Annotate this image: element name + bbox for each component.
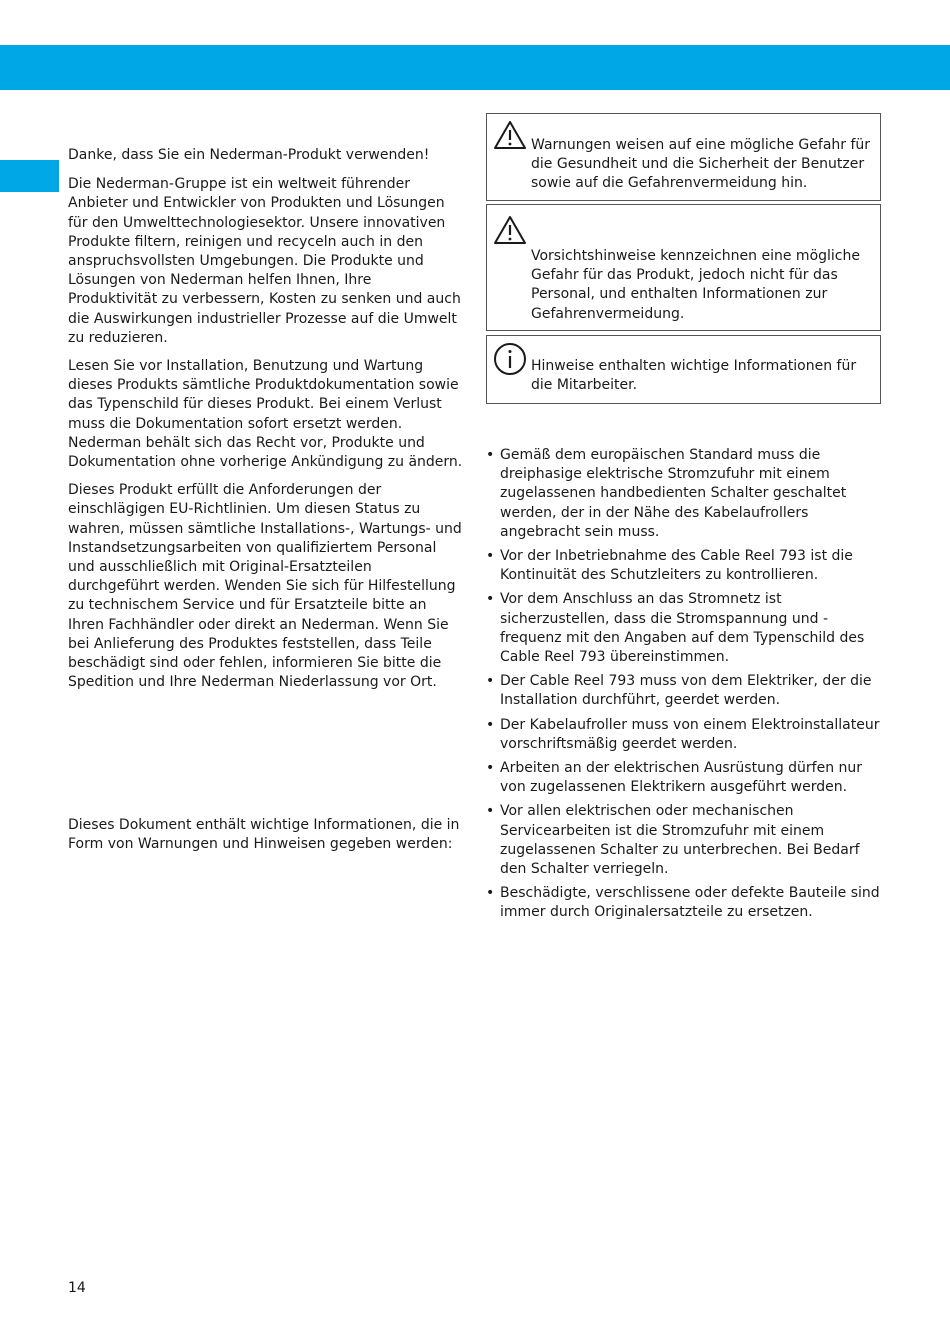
safety-list bbox=[486, 446, 884, 928]
caution-notice bbox=[486, 204, 881, 331]
list-item: • Gemäß dem europäischen Standard muss die dreiphasige elektrische Stromzufuhr mit einem zugelassenen handbedienten Schalter geschaltet werden, der in der Nähe des Kabelaufrollers angebracht sein muss. bbox=[486, 446, 884, 542]
document-info-text: Dieses Dokument enthält wichtige Informationen, die in Form von Warnungen und Hinweisen gegeben werden: bbox=[68, 817, 460, 853]
list-item: • Vor allen elektrischen oder mechanischen Servicearbeiten ist die Stromzufuhr mit einem zugelassenen Schalter zu unterbrechen. Bei Bedarf den Schalter verriegeln. bbox=[486, 802, 884, 879]
note-notice bbox=[486, 335, 881, 404]
list-item: • Der Kabelaufroller muss von einem Elektroinstallateur vorschriftsmäßig geerdet werden. bbox=[486, 716, 884, 754]
intro-paragraph-company: Die Nederman-Gruppe ist ein weltweit führender Anbieter und Entwickler von Produkten und Lösungen für den Umwelttechnologiesektor. Unsere innovativen Produkte filtern, reinigen und recyceln auch in den anspruchsvollsten Umgebungen. Die Produkte und Lösungen von Nederman helfen Ihnen, Ihre Produktivität zu verbessern, Kosten zu senken und auch die Auswirkungen industrieller Prozesse auf die Umwelt zu reduzieren. bbox=[68, 176, 461, 346]
intro-paragraph-documentation: Lesen Sie vor Installation, Benutzung und Wartung dieses Produkts sämtliche Produktdokumentation sowie das Typenschild für dieses Produkt. Bei einem Verlust muss die Dokumentation sofort ersetzt werden. Nederman behält sich das Recht vor, Produkte und Dokumentation ohne vorherige Ankündigung zu ändern. bbox=[68, 358, 463, 471]
warning-notice bbox=[486, 113, 881, 201]
list-item: • Der Cable Reel 793 muss von dem Elektriker, der die Installation durchführt, geerdet werden. bbox=[486, 672, 884, 710]
list-item: • Arbeiten an der elektrischen Ausrüstung dürfen nur von zugelassenen Elektrikern ausgeführt werden. bbox=[486, 759, 884, 797]
list-item: • Beschädigte, verschlissene oder defekte Bauteile sind immer durch Originalersatzteile zu ersetzen. bbox=[486, 884, 884, 922]
section-tab-marker bbox=[0, 160, 59, 192]
page-number: 14 bbox=[68, 1280, 86, 1296]
warning-triangle-icon bbox=[493, 120, 527, 156]
note-text: Hinweise enthalten wichtige Informationen für die Mitarbeiter. bbox=[531, 358, 857, 394]
intro-paragraph-compliance: Dieses Produkt erfüllt die Anforderungen der einschlägigen EU-Richtlinien. Um diesen Status zu wahren, müssen sämtliche Installations-, Wartungs- und Instandsetzungsarbeiten von qualifiziertem Personal und ausschließlich mit Original-Ersatzteilen durchgeführt werden. Wenden Sie sich für Hilfestellung zu technischem Service und für Ersatzteile bitte an Ihren Fachhändler oder direkt an Nederman. Wenn Sie bei Anlieferung des Produktes feststellen, dass Teile beschädigt sind oder fehlen, informieren Sie bitte die Spedition und Ihre Nederman Niederlassung vor Ort. bbox=[68, 482, 462, 691]
caution-text: Vorsichtshinweise kennzeichnen eine mögliche Gefahr für das Produkt, jedoch nicht für das Personal, und enthalten Informationen zur Gefahrenvermeidung. bbox=[531, 248, 860, 322]
list-item: • Vor dem Anschluss an das Stromnetz ist sicherzustellen, dass die Stromspannung und -frequenz mit den Angaben auf dem Typenschild des Cable Reel 793 übereinstimmen. bbox=[486, 590, 884, 667]
introduction-column bbox=[68, 146, 464, 701]
caution-triangle-icon bbox=[493, 215, 527, 251]
info-circle-icon bbox=[493, 342, 527, 382]
warning-text: Warnungen weisen auf eine mögliche Gefahr für die Gesundheit und die Sicherheit der Benutzer sowie auf die Gefahrenvermeidung hin. bbox=[531, 137, 871, 192]
list-item: • Vor der Inbetriebnahme des Cable Reel 793 ist die Kontinuität des Schutzleiters zu kontrollieren. bbox=[486, 547, 884, 585]
thanks-text: Danke, dass Sie ein Nederman-Produkt verwenden! bbox=[68, 147, 430, 163]
header-band bbox=[0, 45, 950, 90]
